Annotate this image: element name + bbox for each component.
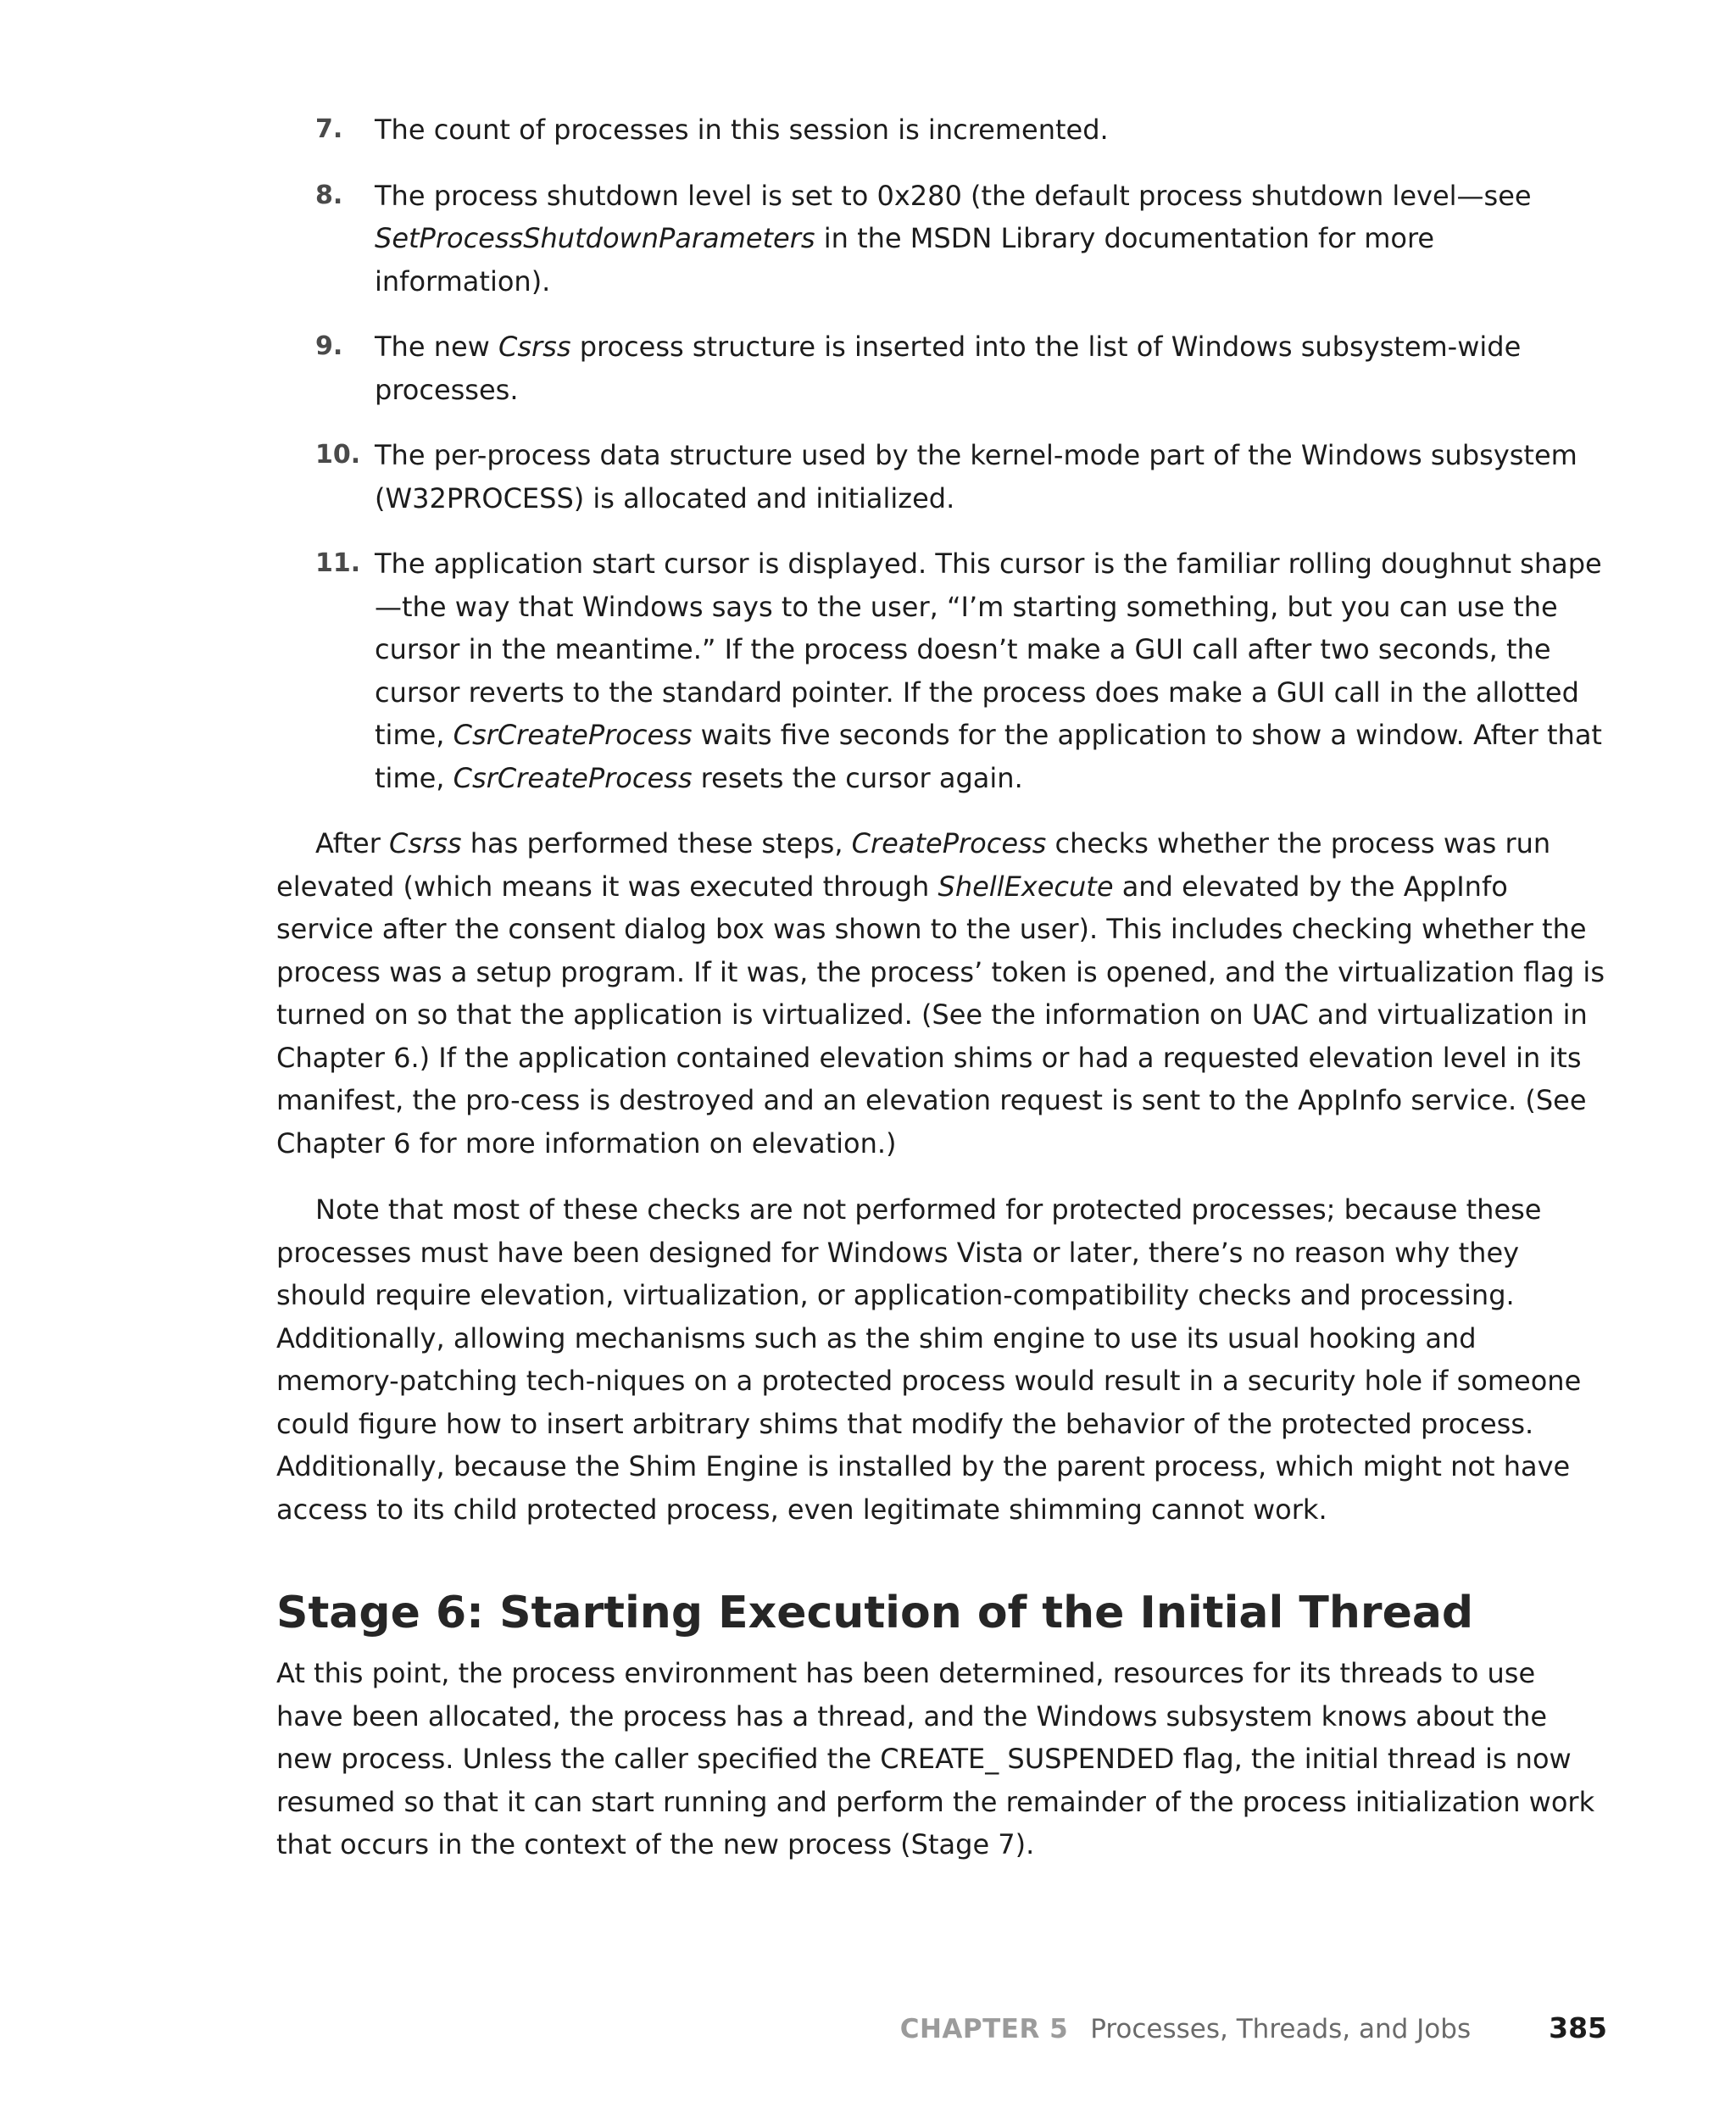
page-footer: [900, 2011, 1607, 2052]
page-number: 385: [1549, 2011, 1607, 2044]
list-item-text: The new Csrss process structure is inserted into the list of Windows subsystem-wide processes.: [375, 331, 1522, 406]
section-paragraph: At this point, the process environment has been determined, resources for its threads to use have been allocated, the process has a thread, and the Windows subsystem knows about the new process. Unless the caller specified the CREATE_ SUSPENDED flag, the initial thread is now resumed so that it can start running and perform the remainder of the process initialization work that occurs in the context of the new process (Stage 7).: [276, 1657, 1595, 1860]
footer-chapter-label: CHAPTER 5: [899, 2014, 1069, 2044]
section-heading: Stage 6: Starting Execution of the Initial Thread: [276, 1588, 1474, 1638]
list-item: [276, 325, 1607, 411]
list-item-text: The count of processes in this session is incremented.: [375, 114, 1109, 146]
list-item-text: The application start cursor is displayed. This cursor is the familiar rolling doughnut shape—the way that Windows says to the user, “I’m starting something, but you can use the cursor in the meantime.” If the process doesn’t make a GUI call after two seconds, the cursor reverts to the standard pointer. If the process does make a GUI call in the allotted time, CsrCreateProcess waits five seconds for the application to show a window. After that time, CsrCreateProcess resets the cursor again.: [375, 548, 1602, 794]
list-item-number: 11.: [315, 548, 361, 578]
list-item-number: 9.: [315, 331, 343, 361]
list-item-number: 8.: [315, 180, 343, 210]
list-item-text: The process shutdown level is set to 0x280 (the default process shutdown level—see SetProcessShutdownParameters in the MSDN Library documentation for more information).: [375, 179, 1532, 298]
numbered-list: [276, 108, 1607, 799]
list-item: [276, 434, 1607, 520]
list-item-number: 10.: [315, 440, 361, 470]
list-item-number: 7.: [315, 114, 343, 144]
list-item-text: The per-process data structure used by the kernel-mode part of the Windows subsystem (W32PROCESS) is allocated and initialized.: [375, 439, 1577, 514]
page-content: [276, 108, 1607, 1890]
body-paragraph: After Csrss has performed these steps, CreateProcess checks whether the process was run elevated (which means it was executed through ShellExecute and elevated by the AppInfo service after the consent dialog box was shown to the user). This includes checking whether the process was a setup program. If it was, the process’ token is opened, and the virtualization flag is turned on so that the application is virtualized. (See the information on UAC and virtualization in Chapter 6.) If the application contained elevation shims or had a requested elevation level in its manifest, the pro-cess is destroyed and an elevation request is sent to the AppInfo service. (See Chapter 6 for more information on elevation.): [276, 827, 1605, 1160]
list-item: [276, 542, 1607, 799]
list-item: [276, 175, 1607, 303]
list-item: [276, 108, 1607, 152]
footer-chapter-title: Processes, Threads, and Jobs: [1090, 2014, 1472, 2044]
body-paragraph: Note that most of these checks are not performed for protected processes; because these processes must have been designed for Windows Vista or later, there’s no reason why they should require elevation, virtualization, or application-compatibility checks and processing. Additionally, allowing mechanisms such as the shim engine to use its usual hooking and memory-patching tech-niques on a protected process would result in a security hole if someone could figure how to insert arbitrary shims that modify the behavior of the protected process. Additionally, because the Shim Engine is installed by the parent process, which might not have access to its child protected process, even legitimate shimming cannot work.: [276, 1193, 1582, 1526]
